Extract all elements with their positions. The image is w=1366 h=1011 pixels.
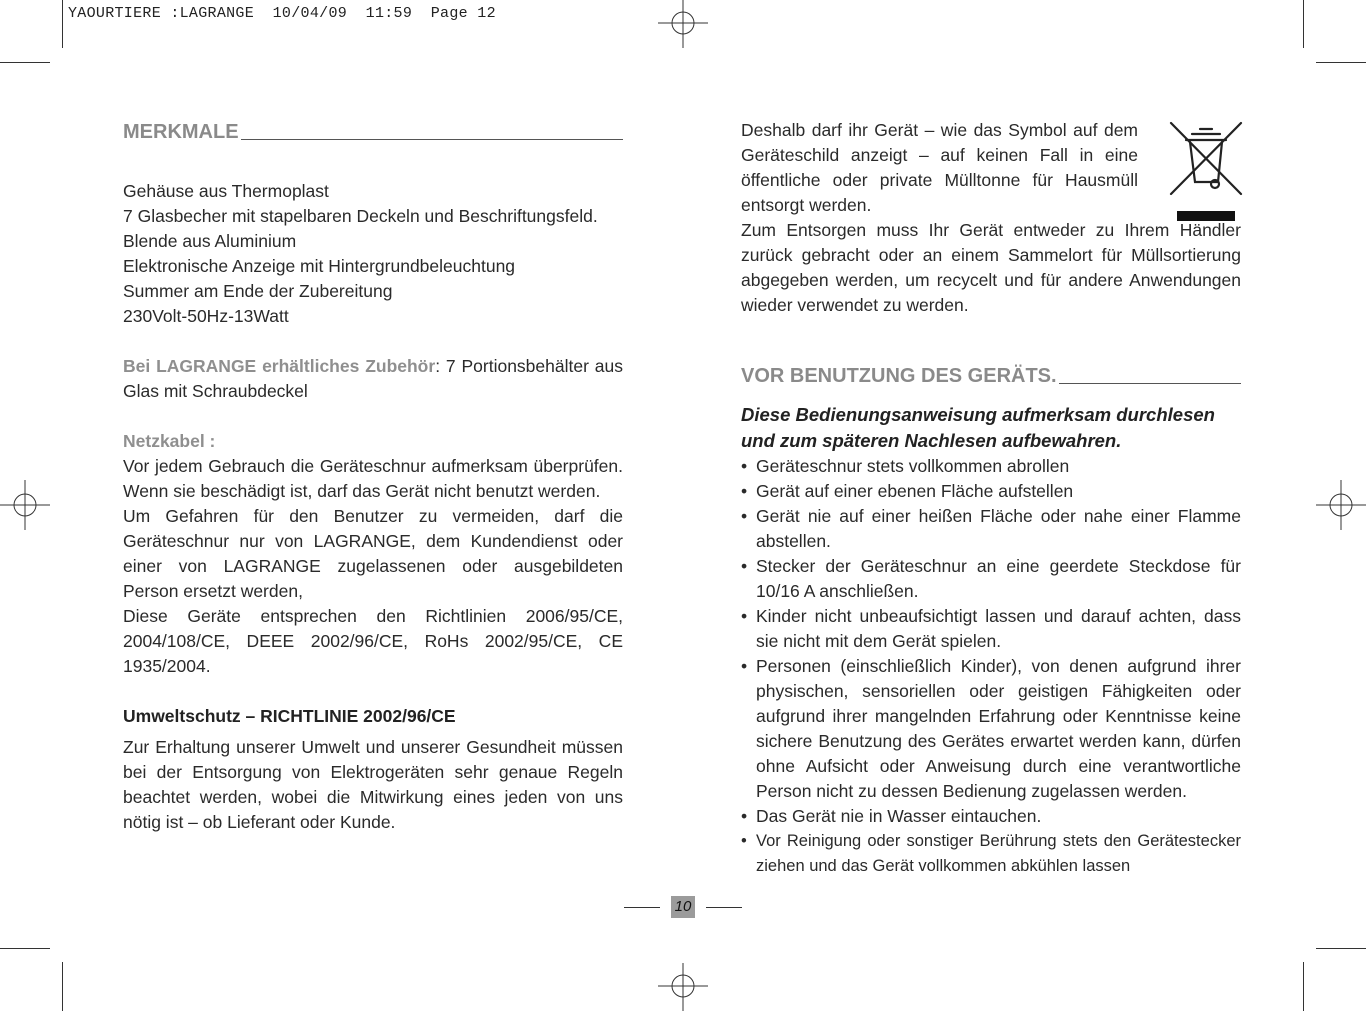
list-item: • Vor Reinigung oder sonstiger Berührung stets den Gerätestecker ziehen und das Gerät vollkommen abkühlen lassen xyxy=(741,829,1241,879)
feature-item: Blende aus Aluminium xyxy=(123,231,297,251)
section-title-vor-benutzung: VOR BENUTZUNG DES GERÄTS. xyxy=(741,365,1057,387)
page-number-footer xyxy=(624,896,742,920)
intro-instruction: Diese Bedienungsanweisung aufmerksam durchlesen und zum späteren Nachlesen aufbewahren. xyxy=(741,404,1215,451)
cable-paragraph: Vor jedem Gebrauch die Geräteschnur aufmerksam überprüfen. Wenn sie beschädigt ist, darf das Gerät nicht benutzt werden. xyxy=(123,456,623,501)
list-item: • Geräteschnur stets vollkommen abrollen xyxy=(741,454,1241,479)
crop-mark xyxy=(1303,0,1304,48)
registration-mark-icon xyxy=(0,480,50,530)
accessory-label: Bei LAGRANGE erhältliches Zubehör xyxy=(123,356,436,376)
section-title-merkmale: MERKMALE xyxy=(123,121,239,143)
crop-mark xyxy=(1316,62,1366,63)
heading-rule xyxy=(1059,383,1241,384)
safety-list xyxy=(741,454,1241,879)
crop-mark xyxy=(62,0,63,48)
cable-label: Netzkabel : xyxy=(123,431,216,451)
registration-mark-icon xyxy=(658,961,708,1011)
left-column xyxy=(123,118,623,835)
feature-item: Summer am Ende der Zubereitung xyxy=(123,281,393,301)
feature-item: 7 Glasbecher mit stapelbaren Deckeln und Beschriftungsfeld. xyxy=(123,206,598,226)
feature-item: 230Volt-50Hz-13Watt xyxy=(123,306,289,326)
feature-item: Elektronische Anzeige mit Hintergrundbeleuchtung xyxy=(123,256,516,276)
divider xyxy=(706,907,742,908)
list-item: • Kinder nicht unbeaufsichtigt lassen und darauf achten, dass sie nicht mit dem Gerät spielen. xyxy=(741,604,1241,654)
list-item: • Gerät nie auf einer heißen Fläche oder nahe einer Flamme abstellen. xyxy=(741,504,1241,554)
crop-mark xyxy=(1303,962,1304,1011)
environment-paragraph: Zur Erhaltung unserer Umwelt und unserer Gesundheit müssen bei der Entsorgung von Elektrogeräten sehr genaue Regeln beachtet werden, wobei die Mitwirkung eines jeden von uns nötig ist – ob Lieferant oder Kunde. xyxy=(123,737,623,832)
heading-rule xyxy=(241,139,623,140)
merkmale-heading-row xyxy=(123,118,623,146)
accessory-text: : 7 Portionsbehälter aus Glas mit Schraubdeckel xyxy=(123,356,623,401)
accessory-paragraph xyxy=(123,354,623,404)
list-item: • Gerät auf einer ebenen Fläche aufstellen xyxy=(741,479,1241,504)
cable-paragraph: Diese Geräte entsprechen den Richtlinien 2006/95/CE, 2004/108/CE, DEEE 2002/96/CE, RoHs 2002/95/CE, CE 1935/2004. xyxy=(123,606,623,676)
feature-list xyxy=(123,179,623,329)
right-column xyxy=(741,118,1241,879)
list-item: • Das Gerät nie in Wasser eintauchen. xyxy=(741,804,1241,829)
crop-mark xyxy=(0,948,50,949)
cable-paragraph: Um Gefahren für den Benutzer zu vermeiden, darf die Geräteschnur nur von LAGRANGE, dem Kundendienst oder einer von LAGRANGE zugelassenen oder ausgebildeten Person ersetzt werden, xyxy=(123,506,623,601)
crop-mark xyxy=(0,62,50,63)
crop-mark xyxy=(1316,948,1366,949)
disposal-paragraph: Deshalb darf ihr Gerät – wie das Symbol auf dem Geräteschild anzeigt – auf keinen Fall in eine öffentliche oder private Mülltonne für Hausmüll entsorgt werden. xyxy=(741,120,1138,215)
crop-mark xyxy=(62,962,63,1011)
page-number: 10 xyxy=(671,896,695,918)
feature-item: Gehäuse aus Thermoplast xyxy=(123,181,329,201)
list-item: • Personen (einschließlich Kinder), von denen aufgrund ihrer physischen, sensoriellen oder geistigen Fähigkeiten oder aufgrund ihrer mangelnden Erfahrung oder Kenntnisse keine sichere Benutzung des Gerätes erwartet werden kann, dürfen ohne Aufsicht oder Anweisung durch eine verantwortliche Person nicht zu dessen Bedienung zugelassen werden. xyxy=(741,654,1241,804)
registration-mark-icon xyxy=(1316,480,1366,530)
registration-mark-icon xyxy=(658,0,708,50)
disposal-paragraph: Zum Entsorgen muss Ihr Gerät entweder zu Ihrem Händler zurück gebracht oder an einem Sammelort für Müllsortierung abgegeben werden, um recycelt und für andere Anwendungen wieder verwendet zu werden. xyxy=(741,220,1241,315)
environment-title: Umweltschutz – RICHTLINIE 2002/96/CE xyxy=(123,706,456,726)
divider xyxy=(624,907,660,908)
print-slug: YAOURTIERE :LAGRANGE 10/04/09 11:59 Page 12 xyxy=(68,5,496,22)
list-item: • Stecker der Geräteschnur an eine geerdete Steckdose für 10/16 A anschließen. xyxy=(741,554,1241,604)
vor-benutzung-heading-row xyxy=(741,362,1241,390)
